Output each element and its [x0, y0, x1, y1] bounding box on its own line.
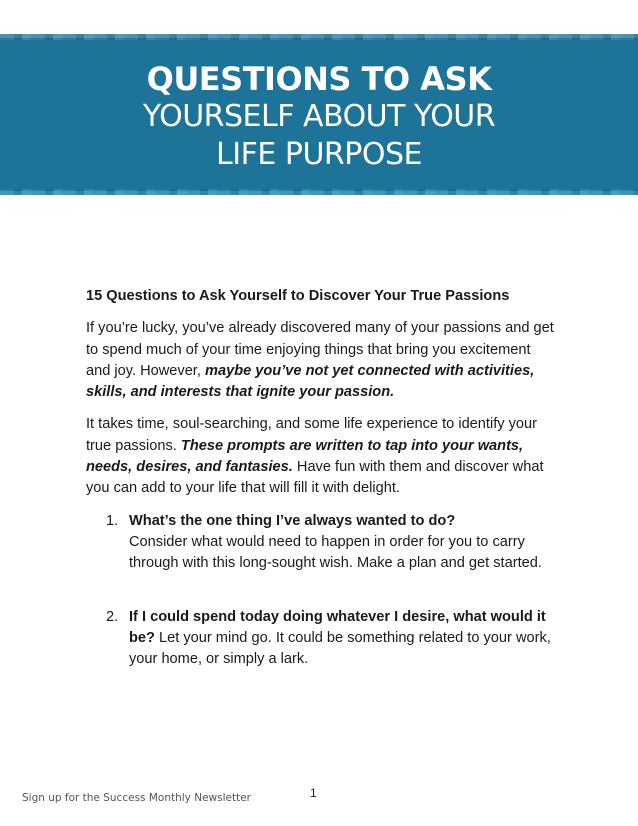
intro-paragraph — [86, 318, 556, 403]
item-number: 1. — [106, 512, 119, 529]
document-body — [86, 286, 556, 670]
newsletter-link[interactable]: Sign up for the Success Monthly Newsletter — [22, 792, 251, 804]
prompts-text-before: It takes time, soul-searching, and some life experience to identify your true passions. — [86, 416, 538, 454]
page-number: 1 — [310, 786, 317, 800]
prompts-emphasis: These prompts are written to tap into your wants, needs, desires, and fantasies. — [86, 437, 524, 476]
item-number: 2. — [106, 608, 119, 625]
list-item — [86, 511, 556, 575]
title-banner — [0, 38, 638, 191]
item-detail: Let your mind go. It could be something related to your work, your home, or simply a lark. — [129, 629, 551, 668]
questions-list — [86, 511, 556, 671]
intro-emphasis: maybe you’ve not yet connected with activities, skills, and interests that ignite your passion. — [86, 362, 535, 401]
item-detail: Consider what would need to happen in order for you to carry through with this long-sought wish. Make a plan and get started. — [129, 533, 542, 572]
title-line-1: QUESTIONS TO ASK — [146, 60, 492, 98]
list-item — [86, 607, 556, 671]
title-line-2: YOURSELF ABOUT YOUR — [142, 99, 496, 134]
section-heading: 15 Questions to Ask Yourself to Discover Your True Passions — [86, 288, 510, 304]
item-question: What’s the one thing I’ve always wanted to do? — [129, 512, 456, 529]
item-question: If I could spend today doing whatever I desire, what would it be? — [129, 608, 546, 646]
prompts-text-after: Have fun with them and discover what you can add to your life that will fill it with delight. — [86, 459, 544, 497]
title-line-3: LIFE PURPOSE — [216, 137, 422, 172]
page-title — [0, 60, 638, 174]
prompts-paragraph — [86, 414, 556, 499]
intro-text: If you’re lucky, you’ve already discovered many of your passions and get to spend much of your time enjoying things that bring you excitement and joy. However, — [86, 320, 554, 379]
